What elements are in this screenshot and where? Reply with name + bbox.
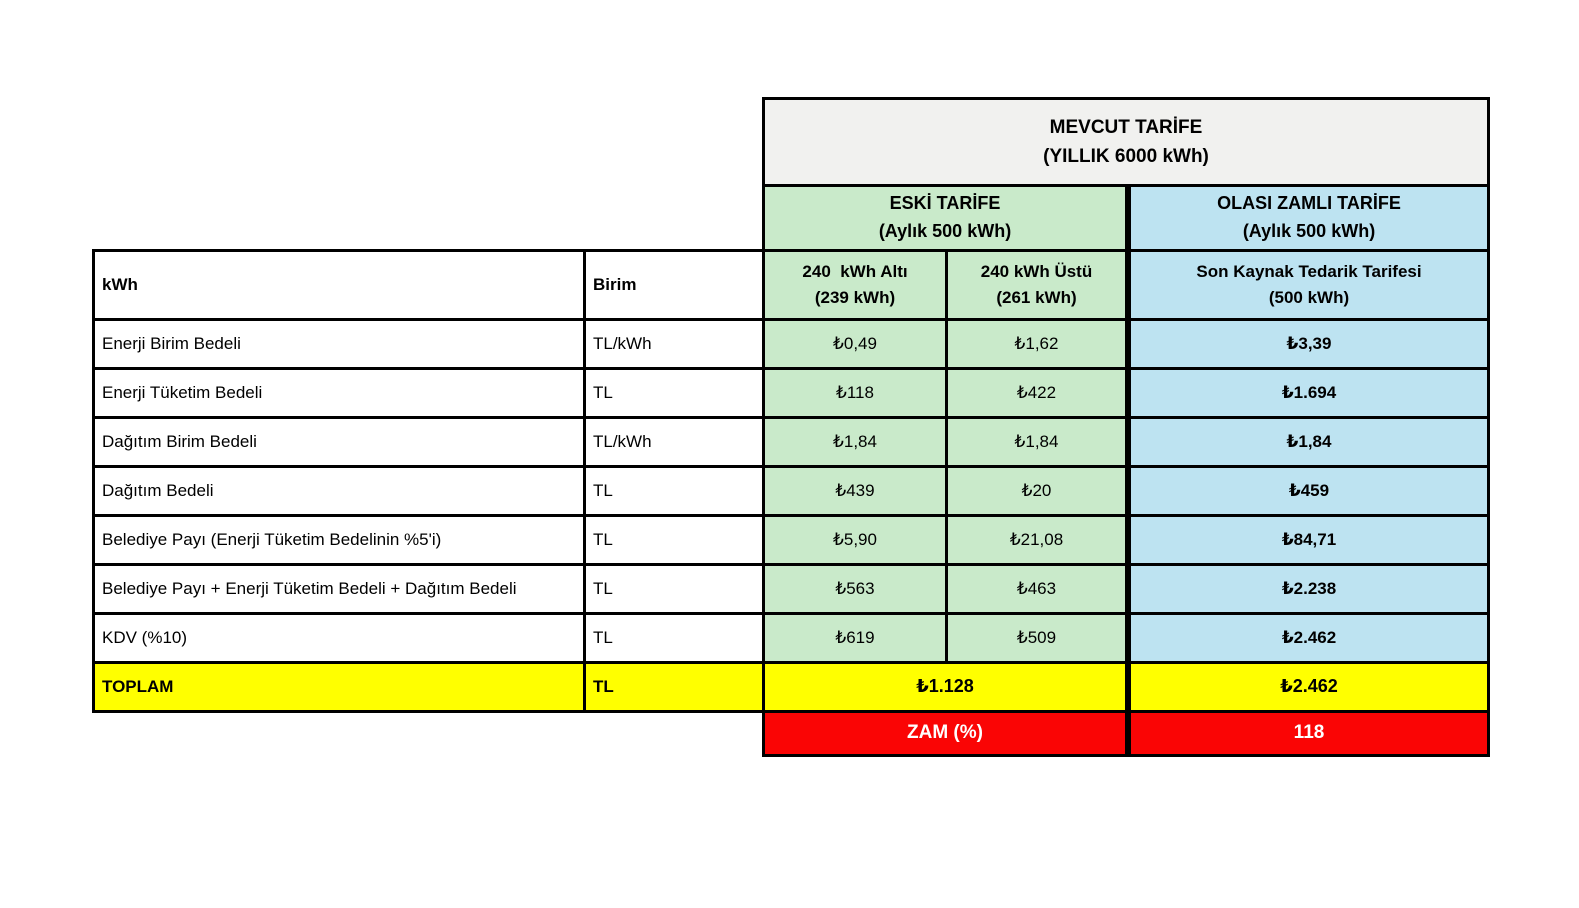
row-birim: TL/kWh: [586, 419, 762, 465]
tariff-comparison-table: [95, 100, 1487, 754]
row-value-son: ₺2.462: [1131, 615, 1487, 661]
eski-tarife-line2: (Aylık 500 kWh): [878, 221, 1012, 241]
row-value-alt: ₺5,90: [765, 517, 945, 563]
row-value-alt: ₺1,84: [765, 419, 945, 465]
eski-tarife-line1: ESKİ TARİFE: [889, 193, 1001, 214]
row-value-son: ₺84,71: [1131, 517, 1487, 563]
row-value-son: ₺1,84: [1131, 419, 1487, 465]
col-header-240-kwh-alti: [765, 252, 945, 318]
row-birim: TL: [586, 517, 762, 563]
row-label: Enerji Birim Bedeli: [95, 321, 583, 367]
row-value-alt: ₺0,49: [765, 321, 945, 367]
zam-percent-label: ZAM (%): [765, 713, 1125, 754]
table-title-line2: (YILLIK 6000 kWh): [1043, 146, 1209, 167]
row-value-ust: ₺1,62: [948, 321, 1125, 367]
col-header-son-kaynak-line1: Son Kaynak Tedarik Tarifesi: [1196, 261, 1422, 281]
row-value-ust: ₺509: [948, 615, 1125, 661]
row-label: Dağıtım Birim Bedeli: [95, 419, 583, 465]
col-header-240-ustu-line2: (261 kWh): [996, 288, 1077, 307]
row-value-alt: ₺619: [765, 615, 945, 661]
row-value-ust: ₺463: [948, 566, 1125, 612]
row-birim: TL/kWh: [586, 321, 762, 367]
row-value-son: ₺459: [1131, 468, 1487, 514]
row-value-alt: ₺439: [765, 468, 945, 514]
row-birim: TL: [586, 615, 762, 661]
zam-percent-value: 118: [1131, 713, 1487, 754]
row-label: KDV (%10): [95, 615, 583, 661]
row-label: Belediye Payı (Enerji Tüketim Bedelinin %5'i): [95, 517, 583, 563]
col-header-240-alti-line1: 240 kWh Altı: [802, 261, 908, 281]
row-value-ust: ₺20: [948, 468, 1125, 514]
toplam-son-total: ₺2.462: [1131, 664, 1487, 710]
row-birim: TL: [586, 370, 762, 416]
toplam-birim: TL: [586, 664, 762, 710]
col-header-kwh: kWh: [95, 252, 583, 318]
col-header-240-ustu-line1: 240 kWh Üstü: [980, 261, 1093, 281]
row-label: Dağıtım Bedeli: [95, 468, 583, 514]
toplam-label: TOPLAM: [95, 664, 583, 710]
row-value-alt: ₺563: [765, 566, 945, 612]
row-value-son: ₺2.238: [1131, 566, 1487, 612]
row-value-son: ₺3,39: [1131, 321, 1487, 367]
row-label: Belediye Payı + Enerji Tüketim Bedeli + Dağıtım Bedeli: [95, 566, 583, 612]
row-value-son: ₺1.694: [1131, 370, 1487, 416]
group-header-olasi-zamli-tarife: [1131, 187, 1487, 249]
table-title-line1: MEVCUT TARİFE: [1049, 116, 1203, 138]
row-label: Enerji Tüketim Bedeli: [95, 370, 583, 416]
toplam-eski-total: ₺1.128: [765, 664, 1125, 710]
olasi-tarife-line1: OLASI ZAMLI TARİFE: [1217, 193, 1401, 214]
row-value-alt: ₺118: [765, 370, 945, 416]
row-birim: TL: [586, 566, 762, 612]
group-header-eski-tarife: [765, 187, 1125, 249]
row-birim: TL: [586, 468, 762, 514]
row-value-ust: ₺21,08: [948, 517, 1125, 563]
col-header-240-alti-line2: (239 kWh): [814, 288, 896, 307]
col-header-240-kwh-ustu: [948, 252, 1125, 318]
olasi-tarife-line2: (Aylık 500 kWh): [1242, 221, 1376, 241]
row-value-ust: ₺422: [948, 370, 1125, 416]
col-header-son-kaynak-line2: (500 kWh): [1268, 288, 1350, 307]
table-title-mevcut-tarife: [765, 100, 1487, 184]
row-value-ust: ₺1,84: [948, 419, 1125, 465]
col-header-son-kaynak-tedarik: [1131, 252, 1487, 318]
col-header-birim: Birim: [586, 252, 762, 318]
